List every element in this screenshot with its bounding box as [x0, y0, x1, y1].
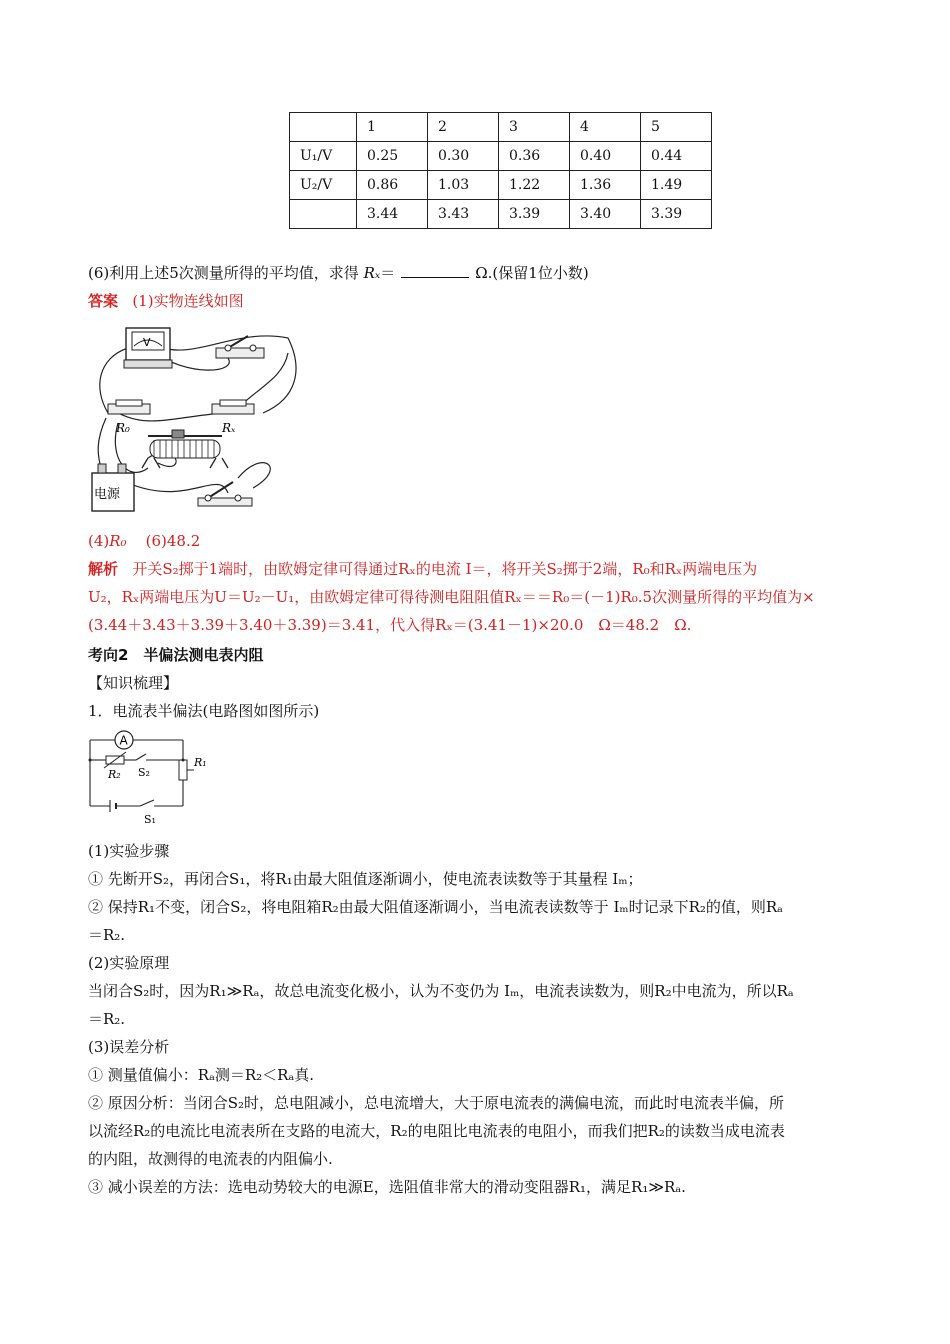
principle-a: 当闭合S₂时，因为R₁≫Rₐ，故总电流变化极小，认为不变仍为 Iₘ，电流表读数为，则R₂中电流为，所以Rₐ: [88, 982, 794, 1000]
table-cell: 3.44: [357, 200, 428, 229]
table-cell: 1: [357, 113, 428, 142]
error-1: ① 测量值偏小：Rₐ测＝R₂＜Rₐ真.: [88, 1066, 315, 1084]
ammeter-icon: [115, 731, 133, 749]
table-cell: 0.36: [499, 142, 570, 171]
table-cell: 5: [641, 113, 712, 142]
svg-text:电源: 电源: [94, 487, 121, 502]
table-cell: 0.25: [357, 142, 428, 171]
answer-blank: [401, 263, 469, 278]
table-row: [290, 113, 712, 142]
voltmeter-icon: [124, 328, 172, 368]
error-heading: (3)误差分析: [88, 1038, 170, 1056]
table-cell: [290, 200, 357, 229]
steps-heading: (1)实验步骤: [88, 842, 170, 860]
principle-b: ＝R₂.: [88, 1010, 126, 1028]
table-cell: 1.22: [499, 171, 570, 200]
table-cell: 0.44: [641, 142, 712, 171]
battery-icon: [92, 464, 134, 511]
table-cell: [290, 113, 357, 142]
svg-text:S₁: S₁: [144, 813, 156, 826]
table-cell: U₂/V: [290, 171, 357, 200]
item-1: 1．电流表半偏法(电路图如图所示): [88, 702, 320, 720]
table-row: [290, 200, 712, 229]
table-cell: 0.30: [428, 142, 499, 171]
table-cell: 3.43: [428, 200, 499, 229]
question-6: (6)利用上述5次测量所得的平均值，求得 Rₓ＝ Ω.(保留1位小数): [88, 264, 589, 282]
table-cell: 0.86: [357, 171, 428, 200]
svg-text:S₂: S₂: [138, 766, 150, 779]
analysis-line-1: 解析 开关S₂掷于1端时，由欧姆定律可得通过Rₓ的电流 I＝，将开关S₂掷于2端，R₀和Rₓ两端电压为: [88, 560, 758, 578]
error-2-a: ② 原因分析：当闭合S₂时，总电阻减小，总电流增大，大于原电流表的满偏电流，而此时电流表半偏，所: [88, 1094, 785, 1112]
svg-text:R₂: R₂: [108, 768, 121, 781]
step-1: ① 先断开S₂，再闭合S₁，将R₁由最大阻值逐渐调小，使电流表读数等于其量程 Iₘ；: [88, 870, 643, 888]
section-title: 考向2 半偏法测电表内阻: [88, 646, 264, 664]
table-cell: 3: [499, 113, 570, 142]
svg-text:V: V: [143, 336, 151, 349]
svg-text:R₀: R₀: [116, 421, 130, 435]
resistor-rx-icon: [212, 400, 254, 435]
principle-heading: (2)实验原理: [88, 954, 170, 972]
resistor-box-r2-icon: [104, 752, 126, 768]
table-cell: 2: [428, 113, 499, 142]
error-2-c: 的内阻，故测得的电流表的内阻偏小.: [88, 1150, 333, 1168]
error-3: ③ 减小误差的方法：选电动势较大的电源E，选阻值非常大的滑动变阻器R₁，满足R₁≫Rₐ.: [88, 1178, 686, 1196]
half-deflection-circuit: [88, 728, 218, 828]
step-2-b: ＝R₂.: [88, 926, 126, 944]
wiring-diagram: [88, 318, 298, 518]
table-cell: 3.39: [641, 200, 712, 229]
answer-4-6: (4)R₀ (6)48.2: [88, 532, 201, 550]
analysis-line-3: (3.44＋3.43＋3.39＋3.40＋3.39)＝3.41，代入得Rₓ＝(3.41－1)×20.0 Ω＝48.2 Ω.: [88, 616, 692, 634]
table-row: [290, 171, 712, 200]
svg-text:A: A: [119, 733, 128, 748]
table-cell: 0.40: [570, 142, 641, 171]
answer-line: 答案 (1)实物连线如图: [88, 292, 244, 310]
table-cell: 3.39: [499, 200, 570, 229]
table-cell: 1.49: [641, 171, 712, 200]
svg-text:Rₓ: Rₓ: [222, 421, 236, 435]
table-row: [290, 142, 712, 171]
section-subtitle: 【知识梳理】: [88, 674, 179, 692]
step-2-a: ② 保持R₁不变，闭合S₂，将电阻箱R₂由最大阻值逐渐调小，当电流表读数等于 Iₘ时记录下R₂的值，则Rₐ: [88, 898, 783, 916]
table-cell: 4: [570, 113, 641, 142]
svg-text:R₁: R₁: [194, 756, 207, 769]
table-cell: 1.03: [428, 171, 499, 200]
table-cell: 3.40: [570, 200, 641, 229]
table-cell: 1.36: [570, 171, 641, 200]
rheostat-r1-icon: [179, 760, 194, 780]
error-2-b: 以流经R₂的电流比电流表所在支路的电流大，R₂的电阻比电流表的电阻小，而我们把R₂的读数当成电流表: [88, 1122, 785, 1140]
analysis-line-2: U₂，Rₓ两端电压为U＝U₂－U₁，由欧姆定律可得待测电阻阻值Rₓ＝＝R₀＝(－1)R₀.5次测量所得的平均值为×: [88, 588, 815, 606]
switch-icon: [216, 336, 264, 358]
measurement-table: [289, 112, 712, 229]
rheostat-icon: [142, 430, 228, 468]
table-cell: U₁/V: [290, 142, 357, 171]
